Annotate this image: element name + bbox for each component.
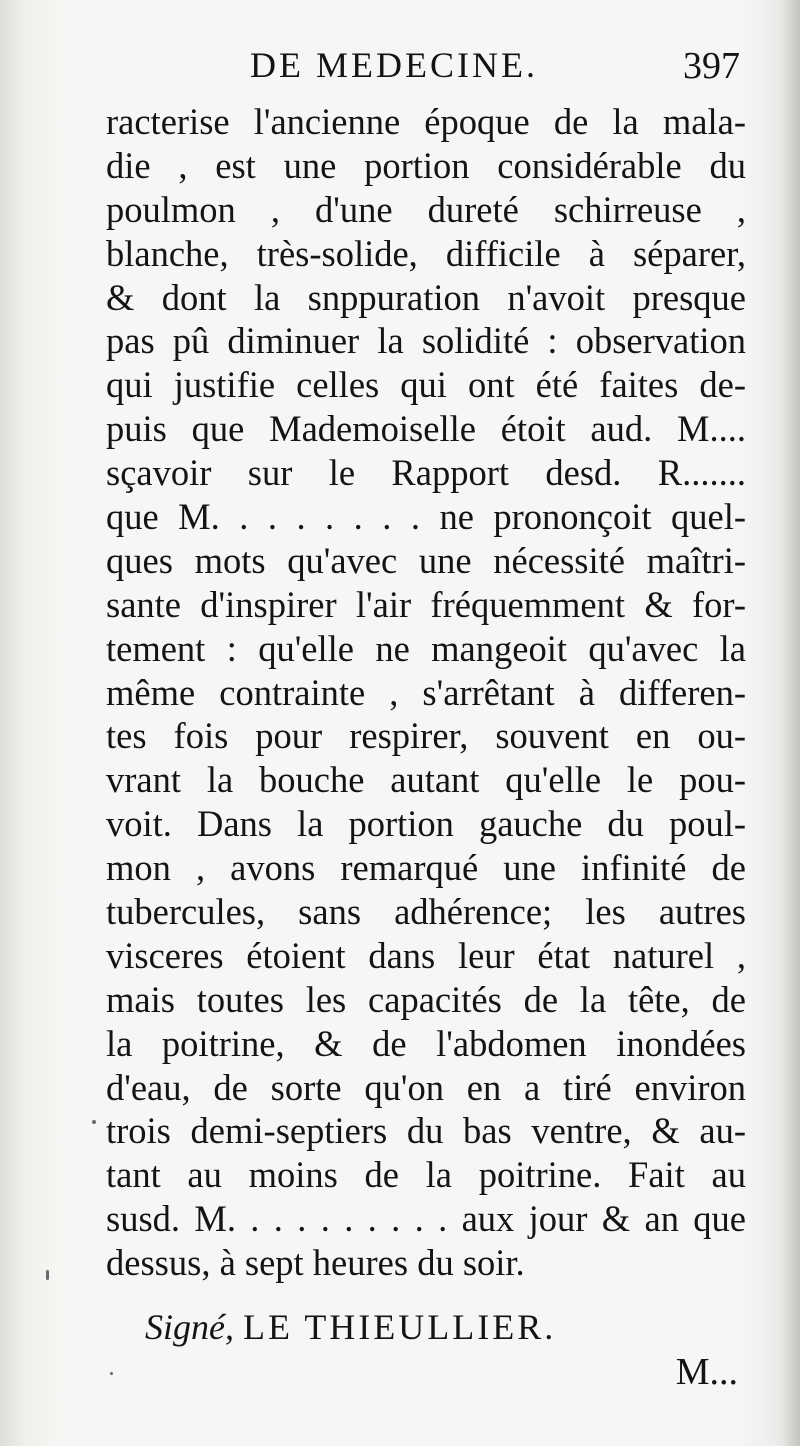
signature-line [145, 1306, 745, 1348]
running-title: DE MEDECINE. [250, 45, 538, 85]
text-line: tant au moins de la poitrine. Fait au [106, 1154, 746, 1196]
text-line: que M. . . . . . . . ne prononçoit quel- [106, 496, 746, 538]
ink-speck [110, 1372, 113, 1375]
ink-speck [46, 1270, 49, 1280]
page-header [250, 44, 740, 94]
page-number: 397 [683, 45, 740, 87]
signed-word: Signé, [145, 1307, 234, 1347]
text-line: pas pû diminuer la solidité : observation [106, 320, 746, 362]
ink-speck [92, 1120, 96, 1124]
text-line: voit. Dans la portion gauche du poul- [106, 803, 746, 845]
text-line: racterise l'ancienne époque de la mala- [106, 101, 746, 142]
text-line: ques mots qu'avec une nécessité maîtri- [106, 539, 746, 581]
text-line: tement : qu'elle ne mangeoit qu'avec la [106, 627, 746, 669]
text-line: blanche, très-solide, difficile à séparer, [106, 232, 746, 274]
text-line: qui justifie celles qui ont été faites de- [106, 364, 746, 406]
text-line: tes fois pour respirer, souvent en ou- [106, 715, 746, 757]
catchword: M... [675, 1351, 738, 1393]
text-line: mon , avons remarqué une infinité de [106, 847, 746, 889]
text-line: trois demi-septiers du bas ventre, & au- [106, 1110, 746, 1152]
text-line: mais toutes les capacités de la tête, de [106, 978, 746, 1020]
text-line: die , est une portion considérable du [106, 144, 746, 186]
body-text [106, 100, 746, 1285]
text-line: tubercules, sans adhérence; les autres [106, 891, 746, 933]
signatory-name: LE THIEULLIER. [242, 1307, 557, 1347]
text-line: & dont la snppuration n'avoit presque [106, 276, 746, 318]
text-line: vrant la bouche autant qu'elle le pou- [106, 759, 746, 801]
text-line: sante d'inspirer l'air fréquemment & for- [106, 583, 746, 625]
text-line: la poitrine, & de l'abdomen inondées [106, 1022, 746, 1064]
text-line: visceres étoient dans leur état naturel , [106, 934, 746, 976]
text-line: susd. M. . . . . . . . . . aux jour & an que [106, 1198, 746, 1240]
text-line: même contrainte , s'arrêtant à differen- [106, 671, 746, 713]
text-line: dessus, à sept heures du soir. [106, 1242, 525, 1284]
page-edge-shadow [782, 0, 800, 1446]
text-line: puis que Mademoiselle étoit aud. M.... [106, 408, 746, 450]
text-line: poulmon , d'une dureté schirreuse , [106, 188, 746, 230]
text-line: d'eau, de sorte qu'on en a tiré environ [106, 1066, 746, 1108]
text-line: sçavoir sur le Rapport desd. R....... [106, 452, 746, 494]
